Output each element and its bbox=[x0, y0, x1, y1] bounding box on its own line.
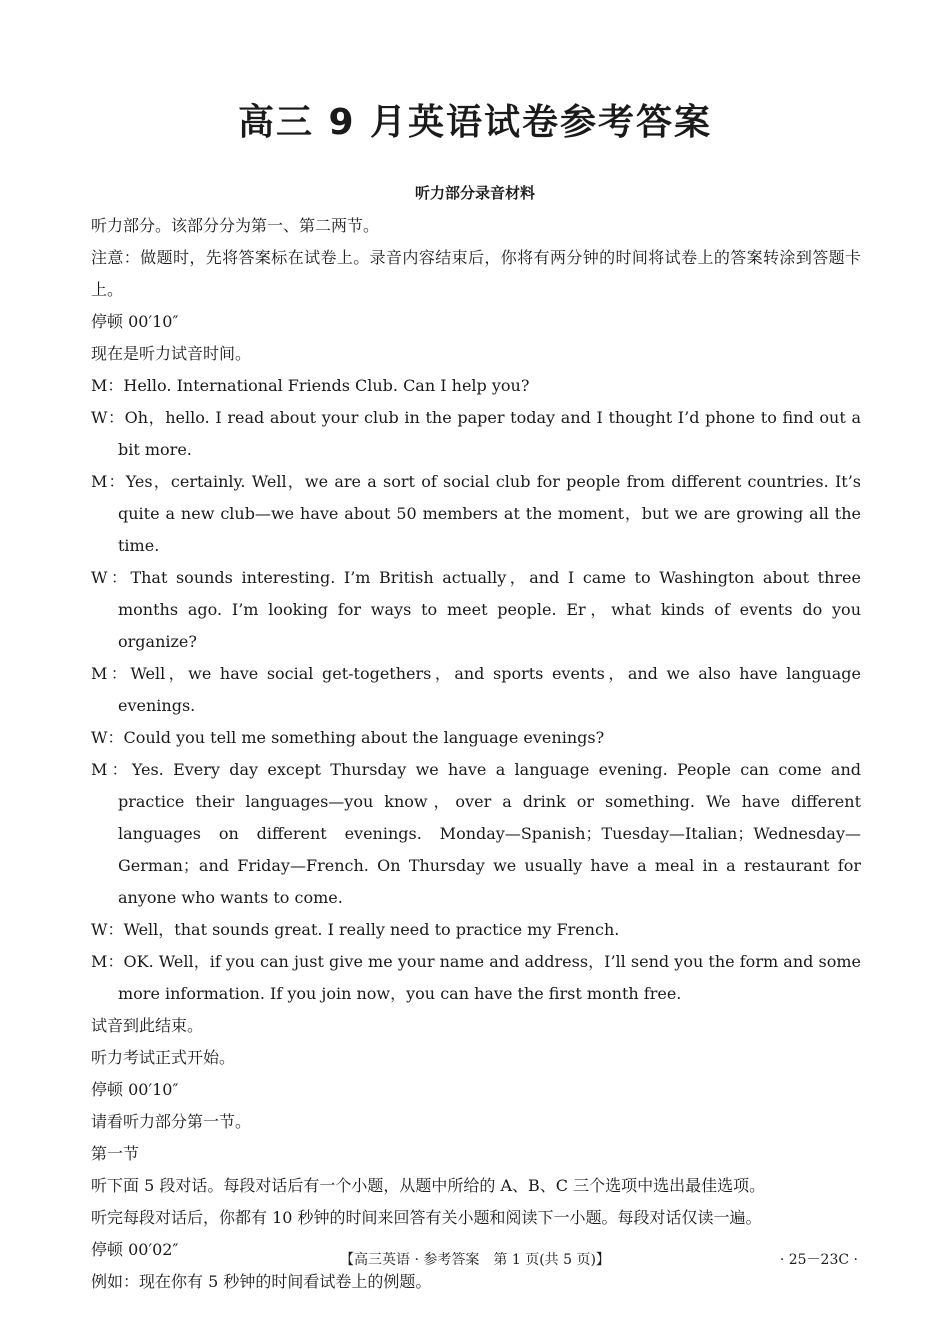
dialogue-line: W：Could you tell me something about the language evenings? bbox=[91, 728, 605, 747]
instruction-line: 听下面 5 段对话。每段对话后有一个小题，从题中所给的 A、B、C 三个选项中选出最佳选项。 bbox=[91, 1176, 766, 1195]
dialogue-line: M：Hello. International Friends Club. Can I help you? bbox=[91, 376, 530, 395]
pause-line: 停顿 00′02″ bbox=[91, 1240, 179, 1259]
instruction-line: 听完每段对话后，你都有 10 秒钟的时间来回答有关小题和阅读下一小题。每段对话仅读一遍。 bbox=[91, 1208, 762, 1227]
pause-line: 停顿 00′10″ bbox=[91, 1080, 179, 1099]
dialogue-line: M：Yes，certainly. Well，we are a sort of social club for people from different countries. It’s quite a new club—we have about 50 members at the moment，but we are growing all the time. bbox=[91, 472, 861, 555]
section-label: 第一节 bbox=[91, 1144, 140, 1163]
dialogue-line: W：That sounds interesting. I’m British actually，and I came to Washington about three months ago. I’m looking for ways to meet people. Er，what kinds of events do you organize? bbox=[91, 568, 861, 651]
section-instruction-line: 请看听力部分第一节。 bbox=[91, 1112, 252, 1131]
footer-code: · 25－23C · bbox=[779, 1252, 858, 1268]
footer-page-info: 【高三英语 · 参考答案 第 1 页(共 5 页)】 bbox=[340, 1252, 610, 1268]
document-body bbox=[91, 210, 861, 1298]
notice-paragraph: 注意：做题时，先将答案标在试卷上。录音内容结束后，你将有两分钟的时间将试卷上的答案转涂到答题卡上。 bbox=[91, 248, 861, 299]
dialogue-line: M：Well，we have social get-togethers，and sports events，and we also have language evenings. bbox=[91, 664, 861, 715]
section-heading: 听力部分录音材料 bbox=[414, 184, 535, 202]
exam-start-line: 听力考试正式开始。 bbox=[91, 1048, 236, 1067]
trial-end-line: 试音到此结束。 bbox=[91, 1016, 204, 1035]
dialogue-line: W：Oh，hello. I read about your club in the paper today and I thought I’d phone to find out a bit more. bbox=[91, 408, 861, 459]
document-title: 高三 9 月英语试卷参考答案 bbox=[237, 102, 713, 143]
example-line: 例如：现在你有 5 秒钟的时间看试卷上的例题。 bbox=[91, 1272, 432, 1291]
dialogue-line: M：OK. Well，if you can just give me your name and address，I’ll send you the form and some more information. If you join now，you can have the first month free. bbox=[91, 952, 861, 1003]
pause-line: 停顿 00′10″ bbox=[91, 312, 179, 331]
dialogue-line: W：Well，that sounds great. I really need to practice my French. bbox=[91, 920, 620, 939]
trial-intro-line: 现在是听力试音时间。 bbox=[91, 344, 252, 363]
dialogue-line: M：Yes. Every day except Thursday we have a language evening. People can come and practice their languages—you know，over a drink or something. We have different languages on different evenings. Monday—Spanish；Tuesday—Italian；Wednesday—German；and Friday—French. On Thursday we usually have a meal in a restaurant for anyone who wants to come. bbox=[91, 760, 862, 907]
intro-paragraph: 听力部分。该部分分为第一、第二两节。 bbox=[91, 216, 380, 235]
